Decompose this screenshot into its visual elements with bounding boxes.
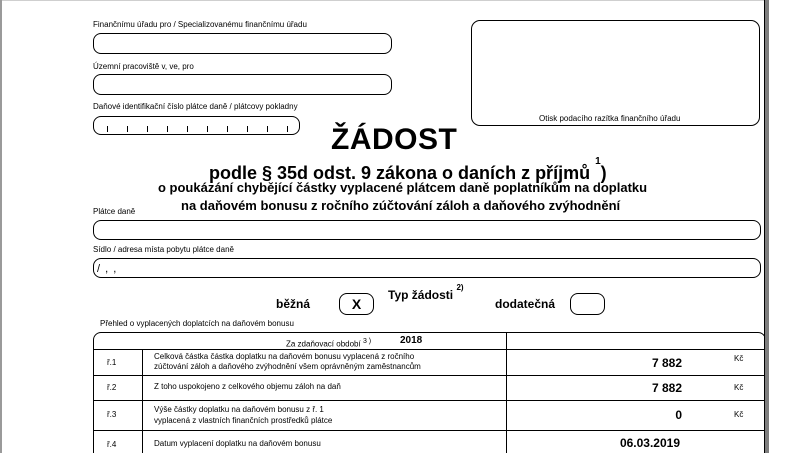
row-2-number: ř.2	[107, 383, 117, 392]
stamp-label: Otisk podacího razítka finančního úřadu	[539, 114, 681, 123]
form-title: ŽÁDOST	[331, 123, 458, 156]
row-2-desc-1: Z toho uspokojeno z celkového objemu záloh na daň	[154, 382, 341, 391]
segment-tick	[247, 126, 248, 132]
request-type-note: 2)	[456, 283, 464, 292]
row-3-desc-1: Výše částky doplatku na daňovém bonusu z ř. 1	[154, 405, 324, 414]
option-regular-label: běžná	[276, 297, 311, 311]
row-3-unit: Kč	[734, 410, 744, 419]
subtitle-close: )	[600, 163, 607, 183]
table-divider	[94, 430, 766, 431]
tax-id-field[interactable]	[93, 116, 300, 135]
row-3-desc-2: vyplacená z vlastních finančních prostředků plátce	[154, 416, 333, 425]
territorial-office-label: Územní pracoviště v, ve, pro	[93, 62, 194, 71]
segment-tick	[287, 126, 288, 132]
tax-office-label: Finančnímu úřadu pro / Specializovanému finančnímu úřadu	[93, 20, 307, 29]
request-type-label	[388, 285, 464, 302]
period-note: 3 )	[362, 338, 372, 345]
option-additional-checkbox[interactable]	[570, 293, 605, 315]
viewer-background	[769, 0, 799, 453]
subtitle-text: podle § 35d odst. 9 zákona o daních z příjmů	[209, 163, 591, 183]
overview-table	[93, 332, 766, 453]
stamp-box	[471, 20, 760, 126]
table-divider	[506, 333, 507, 453]
row-1-unit: Kč	[734, 354, 744, 363]
subtitle-note: 1	[595, 156, 601, 167]
table-divider	[142, 349, 143, 453]
row-4-value[interactable]: 06.03.2019	[619, 436, 680, 450]
table-divider	[94, 349, 766, 350]
period-year: 2018	[400, 335, 423, 346]
row-1-desc-1: Celková částka částka doplatku na daňovém bonusu vyplacená z ročního	[154, 352, 415, 361]
segment-tick	[267, 126, 268, 132]
payer-label: Plátce daně	[93, 207, 136, 216]
territorial-office-field[interactable]	[93, 74, 392, 95]
segment-tick	[147, 126, 148, 132]
segment-tick	[167, 126, 168, 132]
page-left-edge	[0, 0, 2, 453]
tax-office-field[interactable]	[93, 33, 392, 54]
row-1-number: ř.1	[107, 358, 117, 367]
option-regular-checkbox[interactable]: X	[339, 293, 374, 315]
row-3-value[interactable]: 0	[675, 408, 682, 422]
table-divider	[94, 400, 766, 401]
row-1-value[interactable]: 7 882	[651, 356, 682, 370]
row-4-number: ř.4	[107, 440, 117, 449]
address-value: / , ,	[97, 263, 118, 275]
payer-field[interactable]	[93, 220, 761, 240]
segment-tick	[227, 126, 228, 132]
address-label: Sídlo / adresa místa pobytu plátce daně	[93, 245, 234, 254]
form-description-line-1: o poukázání chybějící částky vyplacené plátcem daně poplatníkům na doplatku	[158, 180, 648, 195]
row-4-desc-1: Datum vyplacení doplatku na daňovém bonusu	[154, 439, 321, 448]
row-3-number: ř.3	[107, 410, 117, 419]
period-label	[286, 337, 371, 350]
tax-id-label: Daňové identifikační číslo plátce daně / plátcovy pokladny	[93, 102, 298, 111]
segment-tick	[207, 126, 208, 132]
page-top-edge	[0, 0, 765, 1]
form-description-line-2: na daňovém bonusu z ročního zúčtování záloh a daňového zvýhodnění	[181, 198, 621, 213]
row-2-unit: Kč	[734, 383, 744, 392]
segment-tick	[187, 126, 188, 132]
request-type-text: Typ žádosti	[388, 288, 454, 302]
overview-label: Přehled o vyplacených doplatcích na daňovém bonusu	[100, 319, 294, 328]
segment-tick	[127, 126, 128, 132]
address-field[interactable]	[93, 258, 761, 278]
table-divider	[94, 375, 766, 376]
segment-tick	[107, 126, 108, 132]
period-label-text: Za zdaňovací období	[286, 339, 361, 349]
option-additional-label: dodatečná	[495, 297, 556, 311]
row-1-desc-2: zúčtování záloh a daňového zvýhodnění všem oprávněným zaměstnancům	[154, 362, 421, 371]
row-2-value[interactable]: 7 882	[651, 381, 682, 395]
